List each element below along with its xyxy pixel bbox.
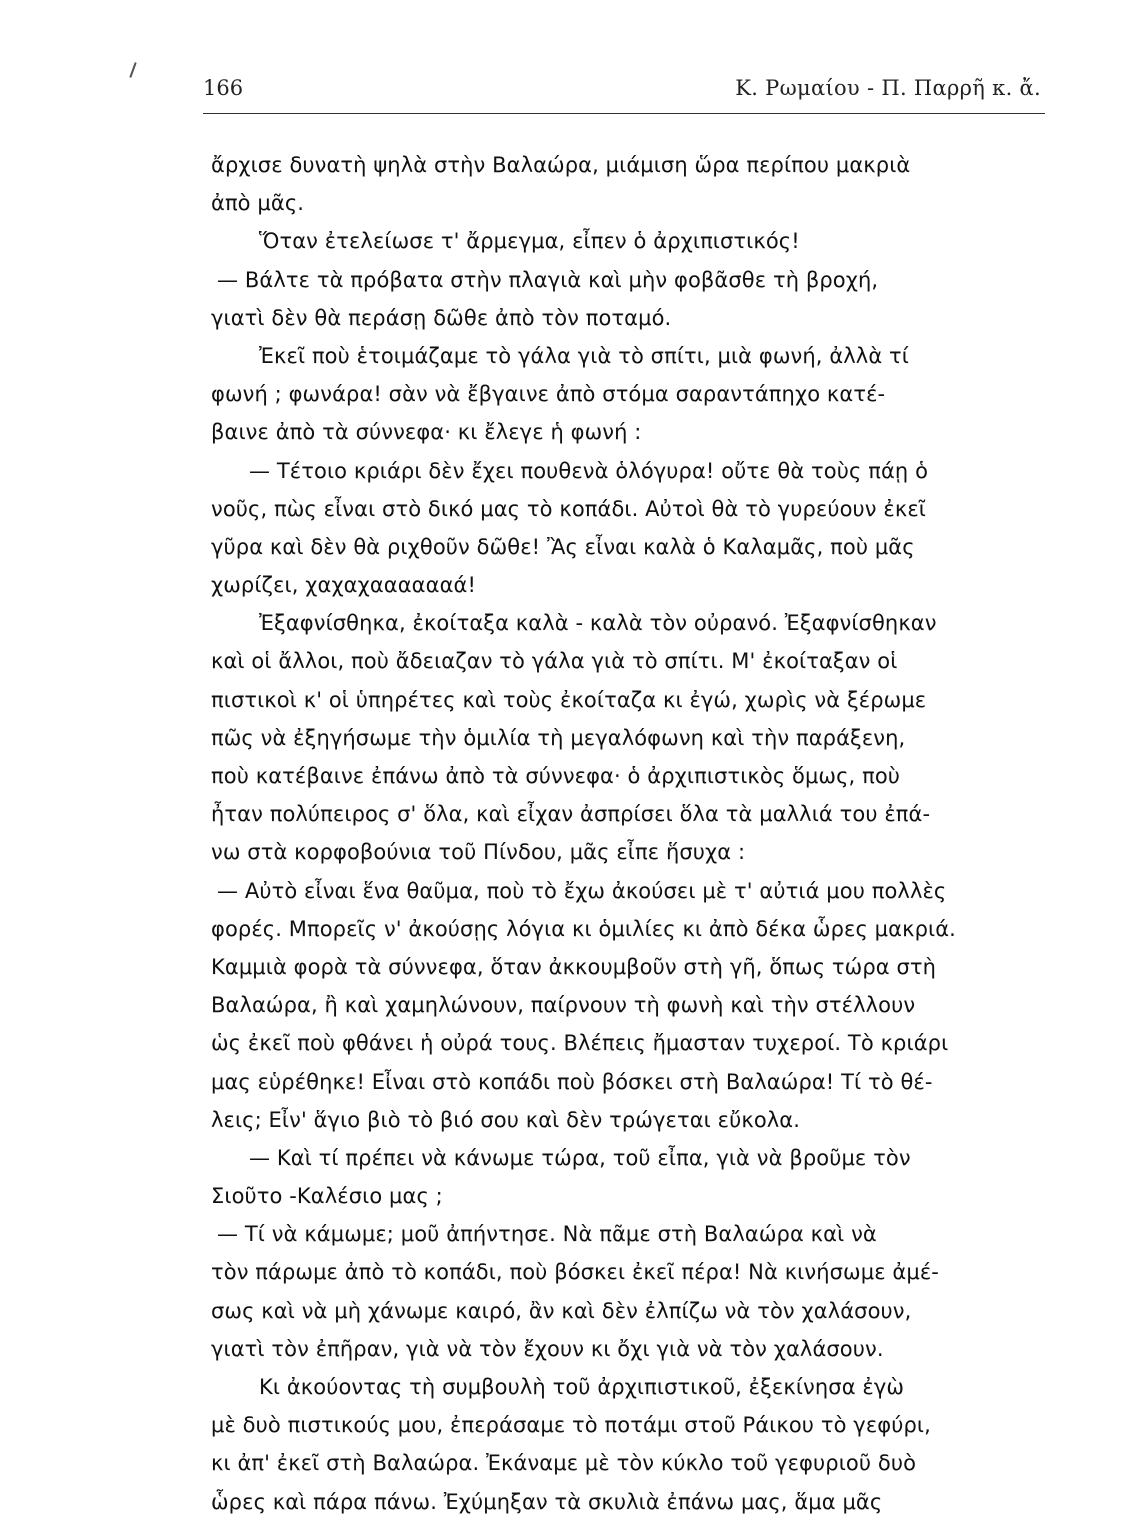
text-line: ὧρες καὶ πάρα πάνω. Ἐχύμηξαν τὰ σκυλιὰ ἐπάνω μας, ἅμα μᾶς <box>211 1489 883 1514</box>
text-line: ὡς ἐκεῖ ποὺ φθάνει ἡ οὐρά τους. Βλέπεις ἤμασταν τυχεροί. Τὸ κριάρι <box>211 1031 949 1056</box>
text-line: Ἐξαφνίσθηκα, ἐκοίταξα καλὰ - καλὰ τὸν οὐρανό. Ἐξαφνίσθηκαν <box>259 611 937 636</box>
text-line: πιστικοὶ κ' οἱ ὑπηρέτες καὶ τοὺς ἐκοίταζα κι ἐγώ, χωρὶς νὰ ξέρωμε <box>211 687 927 712</box>
running-title: Κ. Ρωμαίου - Π. Παρρῆ κ. ἄ. <box>735 76 1041 100</box>
text-line: καὶ οἱ ἄλλοι, ποὺ ἄδειαζαν τὸ γάλα γιὰ τὸ σπίτι. Μ' ἐκοίταξαν οἱ <box>211 649 898 674</box>
page-number: 166 <box>203 76 244 100</box>
text-line: κι ἀπ' ἐκεῖ στὴ Βαλαώρα. Ἐκάναμε μὲ τὸν κύκλο τοῦ γεφυριοῦ δυὸ <box>211 1451 917 1476</box>
text-line: γιατὶ δὲν θὰ περάσῃ δῶθε ἀπὸ τὸν ποταμό. <box>211 305 672 330</box>
text-line: πῶς νὰ ἐξηγήσωμε τὴν ὁμιλία τὴ μεγαλόφωνη καὶ τὴν παράξενη, <box>211 725 906 750</box>
text-line: — Αὐτὸ εἶναι ἕνα θαῦμα, ποὺ τὸ ἔχω ἀκούσει μὲ τ' αὐτιά μου πολλὲς <box>217 878 947 903</box>
text-line: τὸν πάρωμε ἀπὸ τὸ κοπάδι, ποὺ βόσκει ἐκεῖ πέρα! Νὰ κινήσωμε ἀμέ- <box>211 1260 939 1285</box>
text-line: Βαλαώρα, ἢ καὶ χαμηλώνουν, παίρνουν τὴ φωνὴ καὶ τὴν στέλλουν <box>211 993 916 1018</box>
text-line: Ἐκεῖ ποὺ ἑτοιμάζαμε τὸ γάλα γιὰ τὸ σπίτι, μιὰ φωνή, ἀλλὰ τί <box>259 343 909 368</box>
text-line: — Τέτοιο κριάρι δὲν ἔχει πουθενὰ ὁλόγυρα! οὔτε θὰ τοὺς πάῃ ὁ <box>249 458 929 483</box>
text-line: φωνή ; φωνάρα! σὰν νὰ ἔβγαινε ἀπὸ στόμα σαραντάπηχο κατέ- <box>211 382 886 407</box>
text-line: Κι ἀκούοντας τὴ συμβουλὴ τοῦ ἀρχιπιστικοῦ, ἐξεκίνησα ἐγὼ <box>259 1375 905 1399</box>
text-line: ἦταν πολύπειρος σ' ὅλα, καὶ εἶχαν ἀσπρίσει ὅλα τὰ μαλλιά του ἐπά- <box>211 802 931 827</box>
text-line: φορές. Μπορεῖς ν' ἀκούσῃς λόγια κι ὁμιλίες κι ἀπὸ δέκα ὧρες μακριά. <box>211 916 956 941</box>
text-line: νω στὰ κορφοβούνια τοῦ Πίνδου, μᾶς εἶπε ἥσυχα : <box>211 840 746 865</box>
text-line: χωρίζει, χαχαχααααααά! <box>211 573 476 598</box>
text-line: Σιοῦτο -Καλέσιο μας ; <box>211 1184 443 1209</box>
header-rule <box>203 113 1045 114</box>
text-line: νοῦς, πὼς εἶναι στὸ δικό μας τὸ κοπάδι. Αὐτοὶ θὰ τὸ γυρεύουν ἐκεῖ <box>211 496 926 521</box>
text-line: μὲ δυὸ πιστικούς μου, ἐπεράσαμε τὸ ποτάμι στοῦ Ράικου τὸ γεφύρι, <box>211 1413 931 1438</box>
text-line: — Καὶ τί πρέπει νὰ κάνωμε τώρα, τοῦ εἶπα, γιὰ νὰ βροῦμε τὸν <box>249 1145 911 1170</box>
text-line: — Βάλτε τὰ πρόβατα στὴν πλαγιὰ καὶ μὴν φοβᾶσθε τὴ βροχή, <box>217 267 879 292</box>
text-line: ἄρχισε δυνατὴ ψηλὰ στὴν Βαλαώρα, μιάμιση ὥρα περίπου μακριὰ <box>211 153 911 177</box>
text-line: μας εὑρέθηκε! Εἶναι στὸ κοπάδι ποὺ βόσκει στὴ Βαλαώρα! Τί τὸ θέ- <box>211 1069 933 1094</box>
text-line: βαινε ἀπὸ τὰ σύννεφα· κι ἔλεγε ἡ φωνή : <box>211 420 642 445</box>
text-line: Καμμιὰ φορὰ τὰ σύννεφα, ὅταν ἀκκουμβοῦν στὴ γῆ, ὅπως τώρα στὴ <box>211 954 937 979</box>
text-line: λεις; Εἶν' ἅγιο βιὸ τὸ βιό σου καὶ δὲν τρώγεται εὔκολα. <box>211 1107 801 1132</box>
text-line: — Τί νὰ κάμωμε; μοῦ ἀπήντησε. Νὰ πᾶμε στὴ Βαλαώρα καὶ νὰ <box>217 1222 877 1247</box>
body-text <box>211 146 1051 1521</box>
pencil-mark <box>129 62 136 78</box>
text-line: Ὅταν ἐτελείωσε τ' ἄρμεγμα, εἶπεν ὁ ἀρχιπιστικός! <box>259 229 800 254</box>
text-line: γιατὶ τὸν ἐπῆραν, γιὰ νὰ τὸν ἔχουν κι ὄχι γιὰ νὰ τὸν χαλάσουν. <box>211 1336 884 1361</box>
text-line: ποὺ κατέβαινε ἐπάνω ἀπὸ τὰ σύννεφα· ὁ ἀρχιπιστικὸς ὅμως, ποὺ <box>211 764 901 788</box>
page-header <box>203 74 1045 108</box>
text-line: γῦρα καὶ δὲν θὰ ριχθοῦν δῶθε! Ἂς εἶναι καλὰ ὁ Καλαμᾶς, ποὺ μᾶς <box>211 534 915 559</box>
text-line: σως καὶ νὰ μὴ χάνωμε καιρό, ἂν καὶ δὲν ἐλπίζω νὰ τὸν χαλάσουν, <box>211 1298 912 1323</box>
text-line: ἀπὸ μᾶς. <box>211 191 305 216</box>
